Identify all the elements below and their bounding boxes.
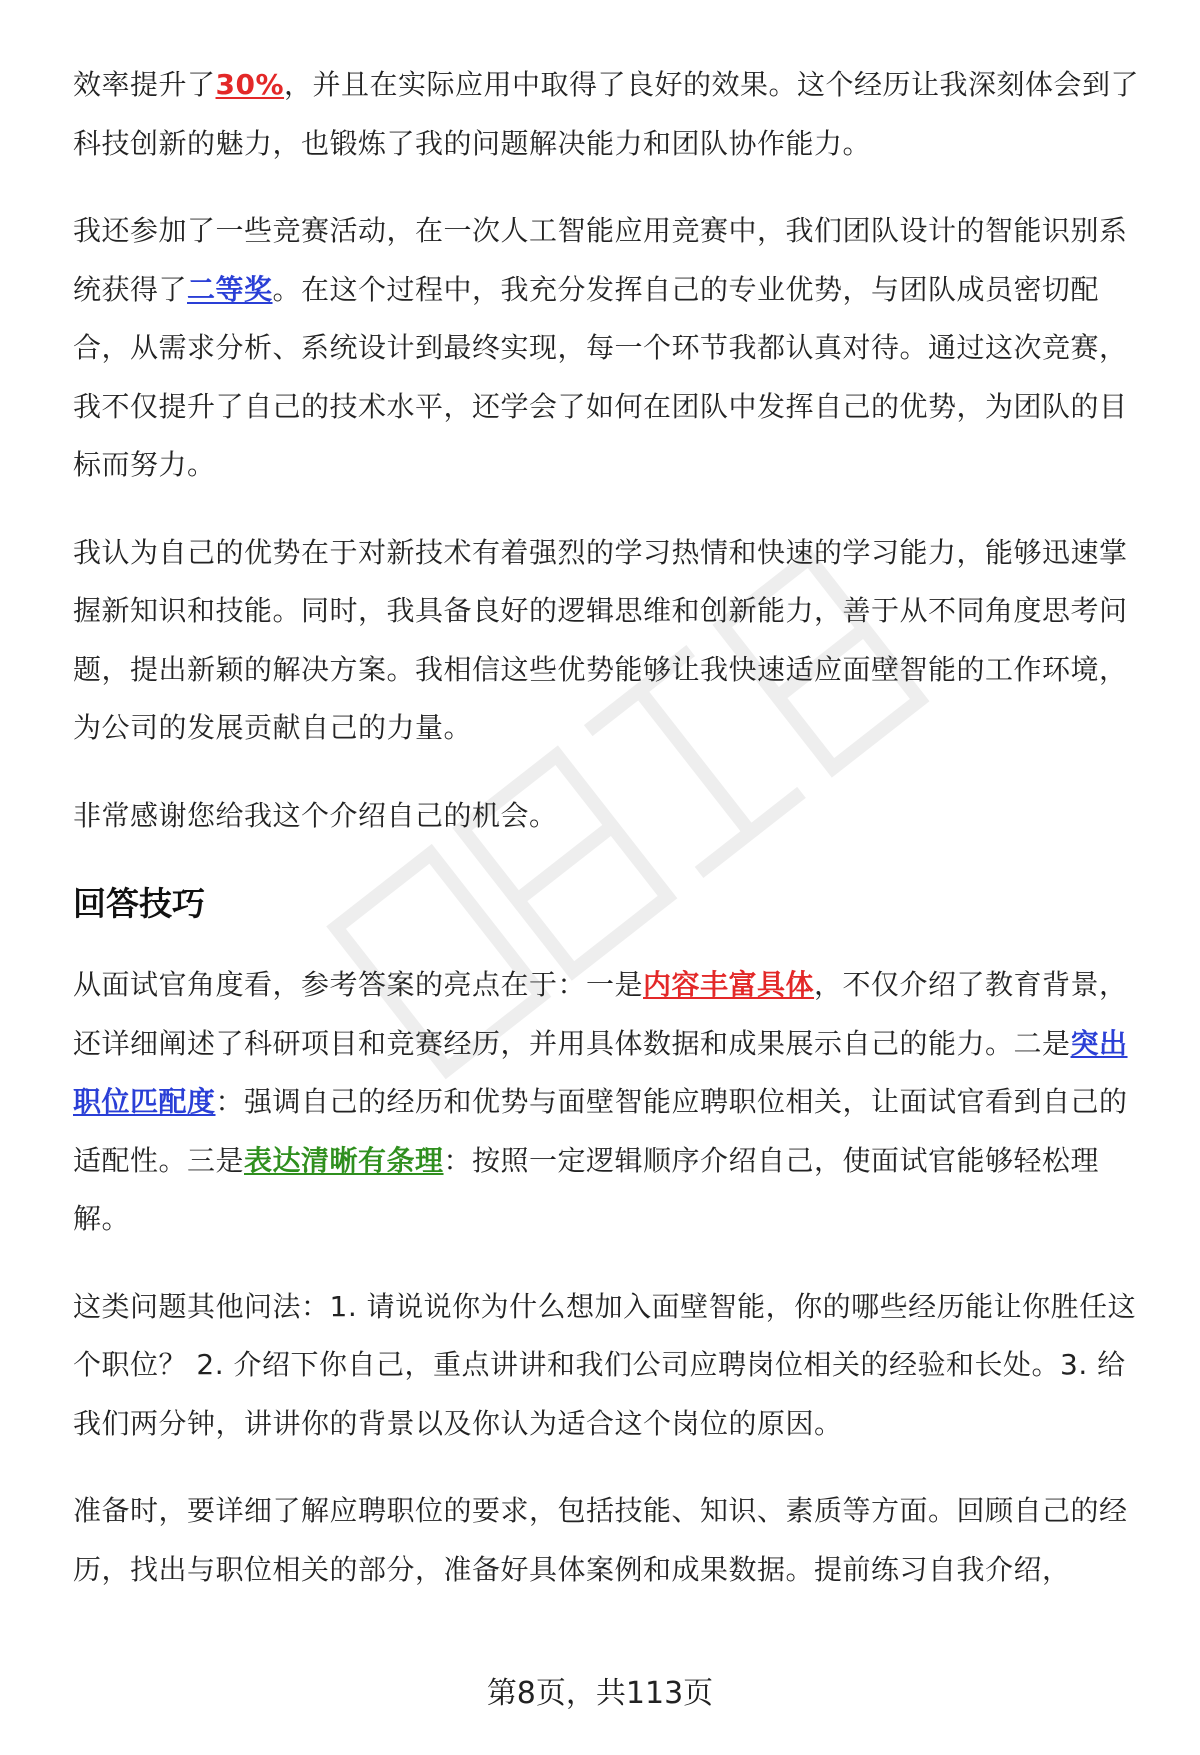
section-heading: 回答技巧 (73, 884, 205, 923)
paragraph-strengths: 我认为自己的优势在于对新技术有着强烈的学习热情和快速的学习能力，能够迅速掌握新知识和技能。同时，我具备良好的逻辑思维和创新能力，善于从不同角度思考问题，提出新颖的解决方案。我相信这些优势能够让我快速适应面壁智能的工作环境，为公司的发展贡献自己的力量。 (73, 535, 1128, 744)
highlight-job-match: 突出职位匹配度 (73, 1026, 1128, 1118)
highlight-clear-expression: 表达清晰有条理 (244, 1143, 444, 1177)
paragraph-highlights: 从面试官角度看，参考答案的亮点在于：一是内容丰富具体，不仅介绍了教育背景，还详细阐述了科研项目和竞赛经历，并用具体数据和成果展示自己的能力。二是突出职位匹配度：强调自己的经历和优势与面壁智能应聘职位相关，让面试官看到自己的适配性。三是表达清晰有条理：按照一定逻辑顺序介绍自己，使面试官能够轻松理解。 (73, 968, 1128, 1235)
paragraph-alternative-questions: 这类问题其他问法：1. 请说说你为什么想加入面壁智能，你的哪些经历能让你胜任这个职位？ 2. 介绍下你自己，重点讲讲和我们公司应聘岗位相关的经验和长处。3. 给我们两分钟，讲讲你的背景以及你认为适合这个岗位的原因。 (73, 1289, 1137, 1440)
paragraph-preparation: 准备时，要详细了解应聘职位的要求，包括技能、知识、素质等方面。回顾自己的经历，找出与职位相关的部分，准备好具体案例和成果数据。提前练习自我介绍， (73, 1494, 1128, 1586)
paragraph-research-result: 效率提升了30%，并且在实际应用中取得了良好的效果。这个经历让我深刻体会到了科技创新的魅力，也锻炼了我的问题解决能力和团队协作能力。 (73, 68, 1140, 160)
page-number-footer: 第8页，共113页 (486, 1676, 714, 1711)
paragraph-competition: 我还参加了一些竞赛活动，在一次人工智能应用竞赛中，我们团队设计的智能识别系统获得了二等奖。在这个过程中，我充分发挥自己的专业优势，与团队成员密切配合，从需求分析、系统设计到最终实现，每一个环节我都认真对待。通过这次竞赛，我不仅提升了自己的技术水平，还学会了如何在团队中发挥自己的优势，为团队的目标而努力。 (73, 214, 1128, 481)
document-page (73, 56, 1153, 1628)
highlight-30-percent: 30% (215, 68, 285, 101)
highlight-rich-content: 内容丰富具体 (643, 968, 815, 1001)
paragraph-thanks: 非常感谢您给我这个介绍自己的机会。 (73, 798, 558, 832)
highlight-second-prize: 二等奖 (187, 272, 273, 306)
